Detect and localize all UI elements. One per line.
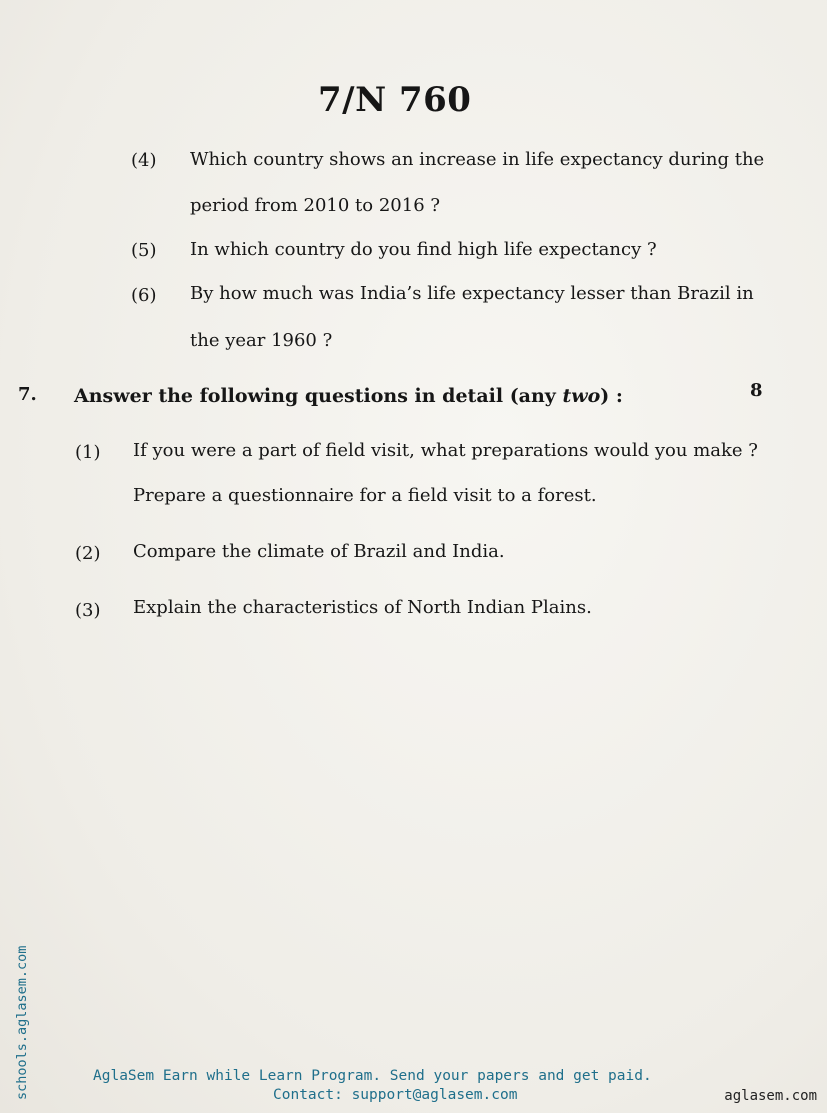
q7-item-1-text-line1: If you were a part of field visit, what preparations would you make ? <box>133 440 758 461</box>
question-heading <box>74 383 623 409</box>
question-marks: 8 <box>750 380 763 401</box>
q7-item-number-1: (1) <box>75 442 101 463</box>
heading-prefix: Answer the following questions in detail (any <box>74 385 563 407</box>
item-number-4: (4) <box>131 150 157 171</box>
item-6-text-line2: the year 1960 ? <box>190 330 333 351</box>
q7-item-number-3: (3) <box>75 600 101 621</box>
heading-italic: two <box>562 385 601 407</box>
q7-item-3-text-line1: Explain the characteristics of North Indian Plains. <box>133 597 592 618</box>
heading-suffix: ) : <box>600 385 623 407</box>
item-number-5: (5) <box>131 240 157 261</box>
q7-item-1-text-line2: Prepare a questionnaire for a field visit to a forest. <box>133 485 597 506</box>
q7-item-number-2: (2) <box>75 543 101 564</box>
item-6-text-line1: By how much was India’s life expectancy lesser than Brazil in <box>190 283 754 304</box>
corner-watermark-url[interactable]: aglasem.com <box>724 1088 817 1104</box>
item-5-text-line1: In which country do you find high life expectancy ? <box>190 239 657 260</box>
side-watermark-url: schools.aglasem.com <box>14 945 30 1100</box>
item-4-text-line2: period from 2010 to 2016 ? <box>190 195 441 216</box>
q7-item-2-text-line1: Compare the climate of Brazil and India. <box>133 541 505 562</box>
item-number-6: (6) <box>131 285 157 306</box>
paper-code: 7/N 760 <box>318 80 472 120</box>
footer-contact-line[interactable]: Contact: support@aglasem.com <box>273 1087 518 1103</box>
item-4-text-line1: Which country shows an increase in life expectancy during the <box>190 149 765 170</box>
question-number: 7. <box>18 384 37 405</box>
footer-promo-line: AglaSem Earn while Learn Program. Send your papers and get paid. <box>93 1068 652 1084</box>
